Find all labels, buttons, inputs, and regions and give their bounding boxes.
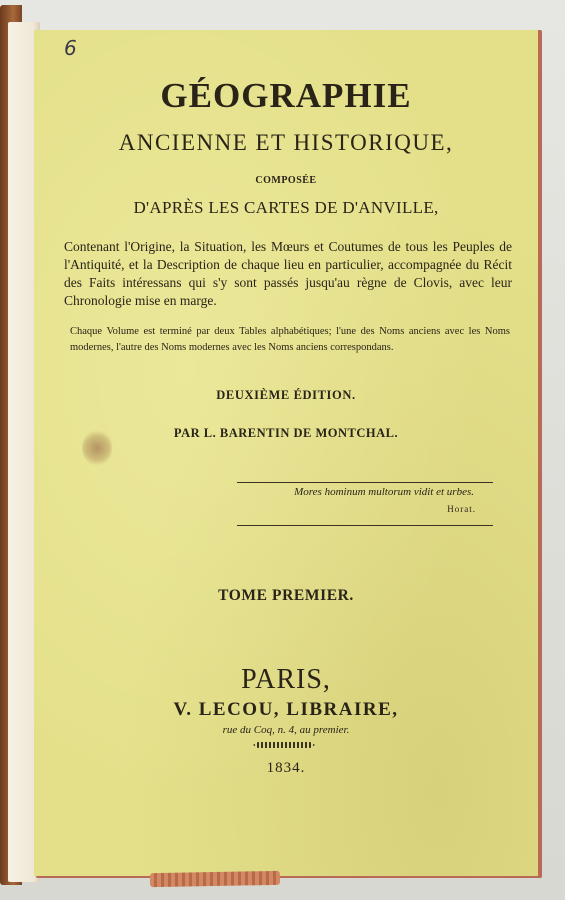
foxing-stain [82,430,112,466]
epigraph-source: Horat. [447,504,476,514]
composee-label: COMPOSÉE [255,175,317,186]
contents-description: Contenant l'Origine, la Situation, les Mœurs et Coutumes de tous les Peuples de l'Antiquité, et la Description de chaque lieu en particulier, accompagnée du Récit des Faits intéressans qui s'y sont passés jusqu'au règne de Clovis, avec leur Chronologie mise en marge. [64,239,512,308]
imprint-publisher: V. LECOU, LIBRAIRE, [173,699,399,720]
epigraph-rule-top [237,482,493,483]
imprint-city: PARIS, [241,664,331,695]
epigraph: Mores hominum multorum vidit et urbes. [294,486,474,498]
title-page [34,30,538,876]
volume-note: Chaque Volume est terminé par deux Tables alphabétiques; l'une des Noms anciens avec les Noms modernes, l'autre des Noms modernes avec les Noms anciens correspondans. [70,326,510,353]
edition: DEUXIÈME ÉDITION. [216,388,356,402]
ornament-rule [253,742,315,748]
epigraph-rule-bottom [237,525,493,526]
book-title: GÉOGRAPHIE [160,76,412,115]
book-subtitle: ANCIENNE ET HISTORIQUE, [118,130,454,155]
author: PAR L. BARENTIN DE MONTCHAL. [173,426,399,440]
source-line: D'APRÈS LES CARTES DE D'ANVILLE, [133,198,439,217]
imprint-address: rue du Coq, n. 4, au premier. [222,724,350,736]
bookmark-ribbon [150,871,280,887]
volume-number: TOME PREMIER. [218,587,354,604]
shelfmark: 6 [64,36,77,60]
imprint-year: 1834. [266,760,306,776]
